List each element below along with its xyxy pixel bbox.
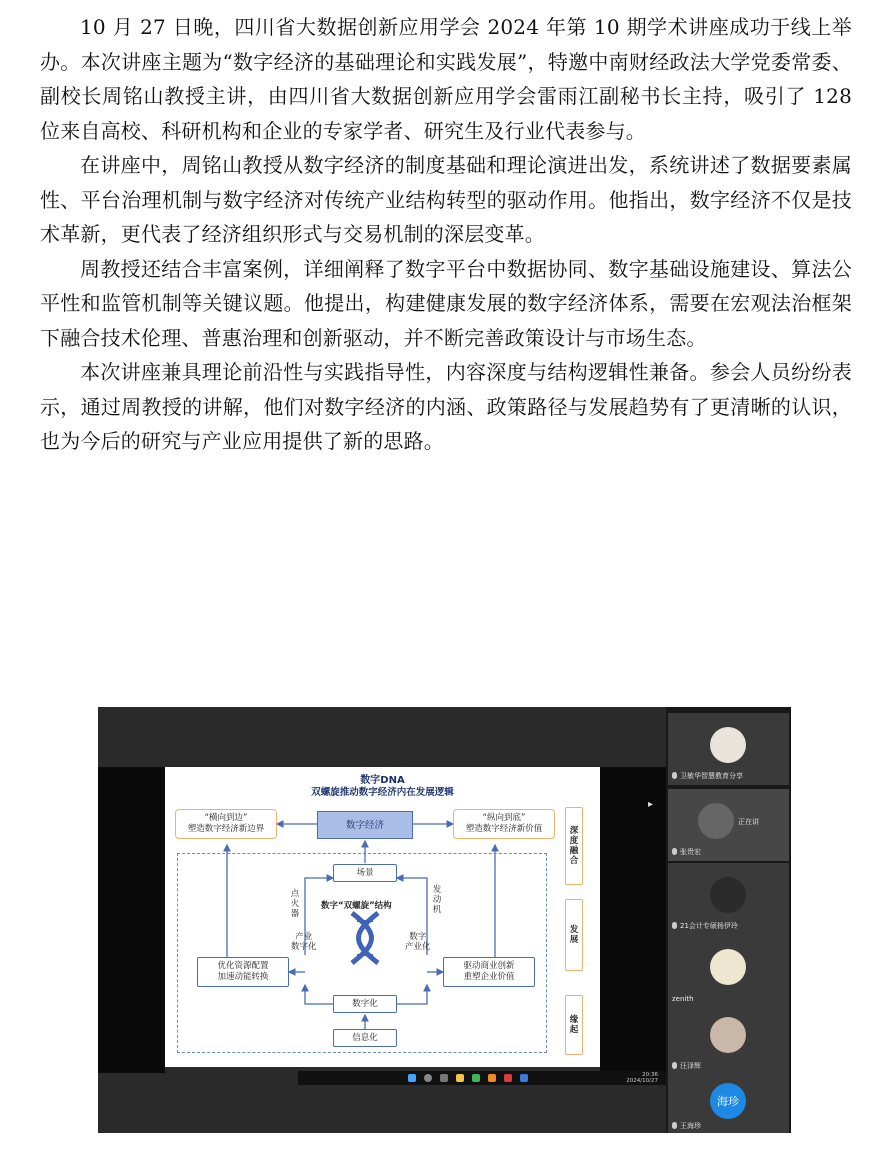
mic-icon xyxy=(672,848,677,855)
label-double-helix: 数字“双螺旋”结构 xyxy=(321,901,392,911)
participant-name: zenith xyxy=(672,995,694,1003)
participant-tile[interactable] xyxy=(668,789,789,861)
participant-name: 卫敏华智慧教育分享 xyxy=(672,771,743,781)
label-ignition: 点火器 xyxy=(290,889,300,919)
slide-title: 数字DNA xyxy=(360,775,405,786)
screen-margin-left xyxy=(98,767,165,1073)
taskbar-clock xyxy=(626,1072,658,1084)
participant-tile[interactable] xyxy=(668,1071,789,1133)
clock-date: 2024/10/27 xyxy=(626,1078,658,1084)
box-digitalization: 数字化 xyxy=(333,995,397,1013)
mic-icon xyxy=(672,772,677,779)
app-red-icon[interactable] xyxy=(504,1074,512,1082)
lecture-slide xyxy=(165,767,600,1067)
participant-avatar xyxy=(710,949,746,985)
shared-screen xyxy=(98,707,666,1133)
box-vertical-depth: “纵向到底” 塑造数字经济新价值 xyxy=(453,809,555,839)
participant-name: 21会计专硕杨伊玲 xyxy=(672,921,738,931)
participant-name: 王海珍 xyxy=(672,1121,701,1131)
app-orange-icon[interactable] xyxy=(488,1074,496,1082)
explorer-icon[interactable] xyxy=(456,1074,464,1082)
participant-avatar xyxy=(698,803,734,839)
meeting-screenshot xyxy=(98,707,791,1133)
label-industry-digitalization: 产业 数字化 xyxy=(291,932,317,952)
side-label-deep-integration: 深度融合 xyxy=(565,807,583,885)
participant-tile[interactable] xyxy=(668,1003,789,1075)
windows-taskbar xyxy=(298,1071,666,1085)
article-body xyxy=(40,10,852,459)
participant-avatar xyxy=(710,727,746,763)
participant-panel xyxy=(666,707,791,1133)
paragraph-4: 本次讲座兼具理论前沿性与实践指导性，内容深度与结构逻辑性兼备。参会人员纷纷表示，通过周教授的讲解，他们对数字经济的内涵、政策路径与发展趋势有了更清晰的认识，也为今后的研究与产业应用提供了新的思路。 xyxy=(40,360,852,453)
mic-icon xyxy=(672,1062,677,1069)
search-icon[interactable] xyxy=(424,1074,432,1082)
box-optimize-resources: 优化资源配置 加速动能转换 xyxy=(197,957,289,987)
app-blue-icon[interactable] xyxy=(520,1074,528,1082)
label-engine: 发动机 xyxy=(432,885,442,915)
box-digital-economy: 数字经济 xyxy=(317,811,413,839)
participant-avatar xyxy=(710,1017,746,1053)
next-arrow-icon[interactable]: ▸ xyxy=(648,799,654,810)
screen-margin-right xyxy=(600,767,666,1073)
box-drive-innovation: 驱动商业创新 重塑企业价值 xyxy=(443,957,535,987)
participant-tile[interactable] xyxy=(668,935,789,1007)
participant-avatar xyxy=(710,877,746,913)
label-digital-industrialization: 数字 产业化 xyxy=(405,932,431,952)
paragraph-3: 周教授还结合丰富案例，详细阐释了数字平台中数据协同、数字基础设施建设、算法公平性和监管机制等关键议题。他提出，构建健康发展的数字经济体系，需要在宏观法治框架下融合技术伦理、普惠治理和创新驱动，并不断完善政策设计与市场生态。 xyxy=(40,256,852,350)
app-green-icon[interactable] xyxy=(472,1074,480,1082)
mic-icon xyxy=(672,1122,677,1129)
participant-avatar: 海珍 xyxy=(710,1083,746,1119)
box-scene: 场景 xyxy=(333,864,397,882)
side-label-development: 发展 xyxy=(565,899,583,971)
clock-time: 20:36 xyxy=(642,1072,658,1078)
slide-subtitle: 双螺旋推动数字经济内在发展逻辑 xyxy=(311,787,454,798)
taskview-icon[interactable] xyxy=(440,1074,448,1082)
dashed-frame xyxy=(177,853,547,1053)
participant-name: 汪泽辉 xyxy=(672,1061,701,1071)
speaking-label: 正在讲 xyxy=(738,818,759,826)
participant-name: 张贵宏 xyxy=(672,847,701,857)
paragraph-1: 10 月 27 日晚，四川省大数据创新应用学会 2024 年第 10 期学术讲座成功于线上举办。本次讲座主题为“数字经济的基础理论和实践发展”，特邀中南财经政法大学党委常委、副校长周铭山教授主讲，由四川省大数据创新应用学会雷雨江副秘书长主持，吸引了 128 位来自高校、科研机构和企业的专家学者、研究生及行业代表参与。 xyxy=(40,15,852,143)
box-informatization: 信息化 xyxy=(333,1029,397,1047)
participant-tile[interactable] xyxy=(668,863,789,935)
mic-icon xyxy=(672,922,677,929)
windows-start-icon[interactable] xyxy=(408,1074,416,1082)
box-horizontal-edge: “横向到边” 塑造数字经济新边界 xyxy=(175,809,277,839)
paragraph-2: 在讲座中，周铭山教授从数字经济的制度基础和理论演进出发，系统讲述了数据要素属性、平台治理机制与数字经济对传统产业结构转型的驱动作用。他指出，数字经济不仅是技术革新，更代表了经济组织形式与交易机制的深层变革。 xyxy=(40,153,852,246)
side-label-origin: 缘起 xyxy=(565,995,583,1055)
participant-tile[interactable] xyxy=(668,713,789,785)
